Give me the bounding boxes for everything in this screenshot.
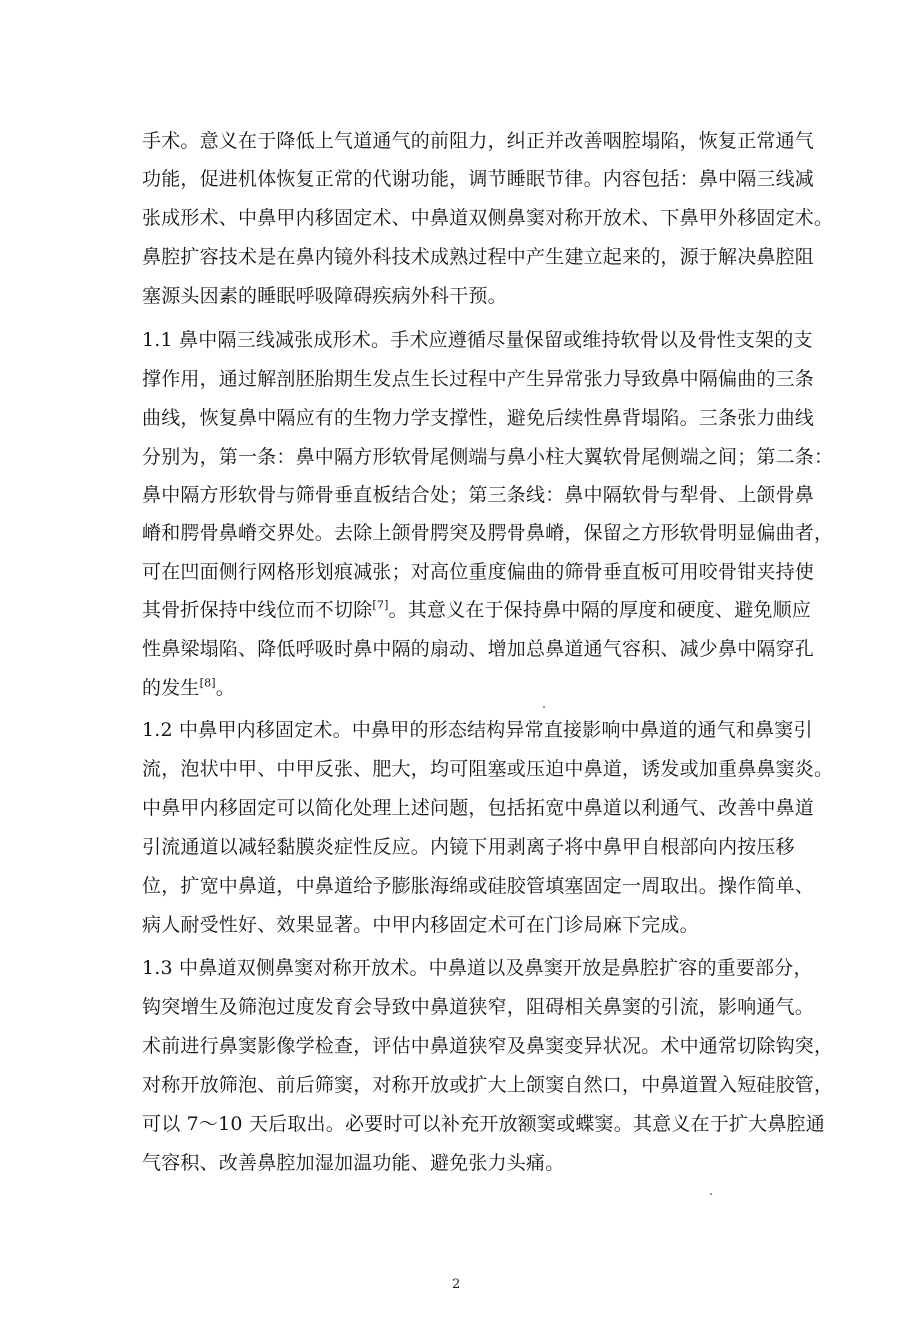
text-line: 术前进行鼻窦影像学检查，评估中鼻道狭窄及鼻窦变异状况。术中通常切除钩突， [142,1035,834,1057]
section-1-1-heading-line: 1.1 鼻中隔三线减张成形术。手术应遵循尽量保留或维持软骨以及骨性支架的支 [142,329,813,351]
text-line: 手术。意义在于降低上气道通气的前阻力，纠正并改善咽腔塌陷，恢复正常通气 [142,130,815,152]
text-line-with-citation [142,675,235,701]
text-segment: 。 [215,677,235,699]
text-line-with-citation [142,597,811,623]
text-line: 钩突增生及筛泡过度发育会导致中鼻道狭窄，阻碍相关鼻窦的引流，影响通气。 [142,996,815,1018]
text-line: 功能，促进机体恢复正常的代谢功能，调节睡眠节律。内容包括：鼻中隔三线减 [142,168,815,190]
text-line: 性鼻梁塌陷、降低呼吸时鼻中隔的扇动、增加总鼻道通气容积、减少鼻中隔穿孔 [142,638,815,660]
text-segment: 。其意义在于保持鼻中隔的厚度和硬度、避免顺应 [388,599,811,621]
scan-speck [543,706,545,708]
text-line: 塞源头因素的睡眠呼吸障碍疾病外科干预。 [142,285,507,307]
text-line: 可以 7～10 天后取出。必要时可以补充开放额窦或蝶窦。其意义在于扩大鼻腔通 [142,1113,825,1135]
text-segment: 其骨折保持中线位而不切除 [142,599,373,621]
text-line: 鼻腔扩容技术是在鼻内镜外科技术成熟过程中产生建立起来的，源于解决鼻腔阻 [142,246,815,268]
text-line: 嵴和腭骨鼻嵴交界处。去除上颌骨腭突及腭骨鼻嵴，保留之方形软骨明显偏曲者， [142,522,834,544]
text-line: 引流通道以减轻黏膜炎症性反应。内镜下用剥离子将中鼻甲自根部向内按压移 [142,836,795,858]
text-line: 气容积、改善鼻腔加湿加温功能、避免张力头痛。 [142,1152,565,1174]
text-line: 分别为，第一条：鼻中隔方形软骨尾侧端与鼻小柱大翼软骨尾侧端之间；第二条： [142,446,834,468]
text-line: 鼻中隔方形软骨与筛骨垂直板结合处；第三条线：鼻中隔软骨与犁骨、上颌骨鼻 [142,484,815,506]
text-line: 位，扩宽中鼻道，中鼻道给予膨胀海绵或硅胶管填塞固定一周取出。操作简单、 [142,875,815,897]
scan-speck [710,1193,712,1195]
text-line: 病人耐受性好、效果显著。中甲内移固定术可在门诊局麻下完成。 [142,914,699,936]
section-1-2-heading-line: 1.2 中鼻甲内移固定术。中鼻甲的形态结构异常直接影响中鼻道的通气和鼻窦引 [142,719,813,741]
citation-ref-7: [7] [372,598,389,612]
text-line: 撑作用，通过解剖胚胎期生发点生长过程中产生异常张力导致鼻中隔偏曲的三条 [142,368,815,390]
page-number: 2 [452,1277,461,1292]
text-line: 流，泡状中甲、中甲反张、肥大，均可阻塞或压迫中鼻道，诱发或加重鼻鼻窦炎。 [142,758,834,780]
text-segment: 的发生 [142,677,200,699]
section-1-3-heading-line: 1.3 中鼻道双侧鼻窦对称开放术。中鼻道以及鼻窦开放是鼻腔扩容的重要部分， [142,957,813,979]
text-line: 张成形术、中鼻甲内移固定术、中鼻道双侧鼻窦对称开放术、下鼻甲外移固定术。 [142,207,834,229]
text-line: 可在凹面侧行网格形划痕减张；对高位重度偏曲的筛骨垂直板可用咬骨钳夹持使 [142,561,815,583]
text-line: 中鼻甲内移固定可以简化处理上述问题，包括拓宽中鼻道以利通气、改善中鼻道 [142,797,815,819]
citation-ref-8: [8] [199,676,216,690]
text-line: 曲线，恢复鼻中隔应有的生物力学支撑性，避免后续性鼻背塌陷。三条张力曲线 [142,407,815,429]
text-line: 对称开放筛泡、前后筛窦，对称开放或扩大上颌窦自然口，中鼻道置入短硅胶管， [142,1074,834,1096]
